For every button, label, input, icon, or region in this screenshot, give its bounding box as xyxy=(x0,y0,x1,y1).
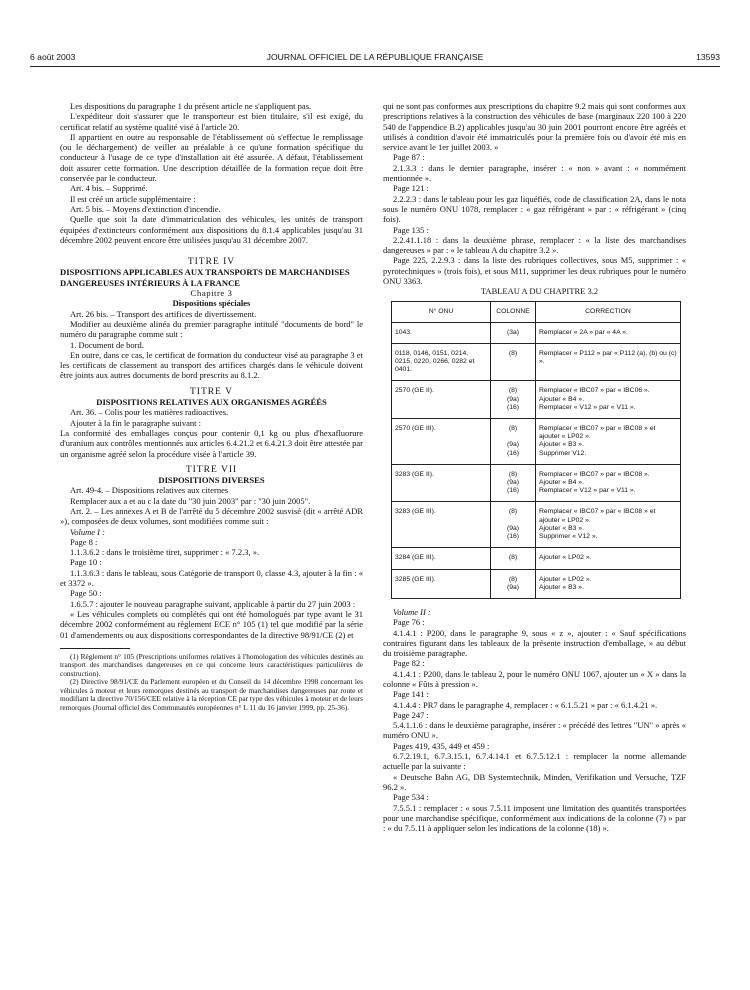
paragraph: Pages 419, 435, 449 et 459 : xyxy=(393,740,490,751)
footnote: (1) Règlement n° 105 (Prescriptions uniformes relatives à l'homologation des véhicules destinés au transport des marchandises dangereuses en ce qui concerne leurs caractéristiques particulières de construction). xyxy=(60,651,363,678)
paragraph: Les dispositions du paragraphe 1 du présent article ne s'appliquent pas. xyxy=(70,101,312,111)
paragraph: Remplacer aux a et au c la date du "30 juin 2003" par : "30 juin 2005". xyxy=(70,495,311,506)
paragraph: « Deutsche Bahn AG, DB Systemtechnik, Minden, Verifikation und Versuche, TZF 96.2 ». xyxy=(383,771,686,792)
paragraph: Page 8 : xyxy=(70,536,98,547)
paragraph: Page 135 : xyxy=(393,224,429,235)
paragraph: qui ne sont pas conformes aux prescriptions du chapitre 9.2 mais qui sont conformes aux prescriptions relatives à la construction des véhicules de base (marginaux 220 100 à 220 540 de l'appendice B.2) applicables jusqu'au 30 juin 2001 pourront encore être agréés et utilisés à condition d'avoir été immatriculés pour la première fois ou d'avoir été mis en service avant le 1er juillet 2003. » xyxy=(383,101,686,153)
paragraph: 7.5.5.1 : remplacer : « sous 7.5.11 imposent une limitation des quantités transportées pour une marchandise spécifique, conformément aux indications de la colonne (7) » par : « du 7.5.11 à appliquer selon les indications de la colonne (18) ». xyxy=(383,802,686,834)
paragraph: 2.1.3.3 : dans le dernier paragraphe, insérer : « non » avant : « nommément mentionnée ». xyxy=(383,162,686,184)
paragraph: Page 50 : xyxy=(70,588,102,599)
table-row xyxy=(392,548,681,569)
footnote: (2) Directive 98/91/CE du Parlement européen et du Conseil du 14 décembre 1998 concernant les véhicules à moteur et leurs remorques destinés au transport de marchandises dangereuses par route et modifiant la directive 70/156/CEE relative à la réception CE par type des véhicules à moteur et de leurs remorques (Journal officiel des Communautés européennes n° L 11 du 16 janvier 1999, pp. 25-36). xyxy=(60,677,363,712)
table-cell-col: (8) (9a) (16) xyxy=(491,381,536,419)
paragraph: 4.1.4.1 : P200, dans le tableau 2, pour le numéro ONU 1067, ajouter un « X » dans la colonne « Fûts à pression ». xyxy=(383,668,686,689)
paragraph: Ajouter à la fin le paragraphe suivant : xyxy=(70,417,201,428)
column-header: COLONNE xyxy=(491,301,536,322)
table-cell-onu: 3285 (GE III). xyxy=(392,569,491,598)
paragraph: 4.1.4.1 : P200, dans le paragraphe 9, sous « z », ajouter : « Sauf spécifications contraires figurant dans les tableaux de la présente instruction d'emballage, » au début du troisième paragraphe. xyxy=(383,627,686,659)
paragraph: Modifier au deuxième alinéa du premier paragraphe intitulé "documents de bord" le numéro du paragraphe comme suit : xyxy=(60,318,363,340)
table-cell-corr: Remplacer « IBC07 » par « IBC08 ». Ajouter « B4 ». Remplacer « V12 » par « V11 ». xyxy=(536,464,681,502)
table-row xyxy=(392,464,681,502)
table-cell-col: (3a) xyxy=(491,322,536,343)
corrections-table xyxy=(391,301,681,599)
table-row xyxy=(392,419,681,465)
table-cell-col: (8) (9a) (16) xyxy=(491,502,536,548)
section-title: TITRE VII xyxy=(185,464,238,475)
paragraph: Page 247 : xyxy=(393,709,429,720)
section-subtitle: DISPOSITIONS APPLICABLES AUX TRANSPORTS DE MARCHANDISES DANGEREUSES INTÉRIEURS À LA FRANCE xyxy=(60,267,350,288)
paragraph: Page 534 : xyxy=(393,792,429,803)
paragraph: 2.2.41.1.18 : dans la deuxième phrase, remplacer : « la liste des marchandises dangereuses » par : « le tableau A du chapitre 3.2 ». xyxy=(383,234,686,256)
paragraph: Page 141 : xyxy=(393,689,429,700)
table-title: TABLEAU A DU CHAPITRE 3.2 xyxy=(480,286,599,297)
paragraph: Page 87 : xyxy=(393,152,425,163)
column-header: N° ONU xyxy=(392,301,491,322)
table-cell-col: (8) (9a) (16) xyxy=(491,464,536,502)
table-cell-corr: Remplacer « IBC07 » par « IBC06 ». Ajouter « B4 ». Remplacer « V12 » par « V11 ». xyxy=(536,381,681,419)
paragraph: Art. 36. – Colis pour les matières radioactives. xyxy=(70,407,229,418)
table-cell-onu: 2570 (GE II). xyxy=(392,381,491,419)
table-row xyxy=(392,322,681,343)
table-cell-corr: Remplacer « IBC07 » par « IBC08 » et ajouter « LP02 ». Ajouter « B3 ». Supprimer « V12 ». xyxy=(536,502,681,548)
paragraph: Art. 26 bis. – Transport des artifices de divertissement. xyxy=(70,308,257,319)
section-title: TITRE V xyxy=(190,386,233,397)
paragraph: 5.4.1.1.6 : dans le deuxième paragraphe, insérer : « précédé des lettres "UN" » après « numéro ONU ». xyxy=(383,720,686,741)
section-subtitle: DISPOSITIONS RELATIVES AUX ORGANISMES AGRÉÉS xyxy=(96,397,327,408)
header-page-number: 13593 xyxy=(696,52,720,62)
paragraph: Art. 2. – Les annexes A et B de l'arrêté du 5 décembre 2002 susvisé (dit « arrêté ADR »), composées de deux volumes, sont modifiées comme suit : xyxy=(60,505,363,527)
table-cell-corr: Remplacer « 2A » par « 4A ». xyxy=(536,322,681,343)
paragraph: Il appartient en outre au responsable de l'établissement où s'effectue le remplissage (ou le déchargement) de veiller au préalable à ce qu'une formation spécifique du conducteur à l'usage de ce type d'installation ait été assurée. A défaut, l'établissement doit assurer cette formation. Une description détaillée de la formation reçue doit être conservée par le conducteur. xyxy=(60,131,363,184)
right-column xyxy=(383,101,686,833)
paragraph: Volume II : xyxy=(393,606,431,617)
paragraph: Page 10 : xyxy=(70,557,102,568)
paragraph: La conformité des emballages conçus pour contenir 0,1 kg ou plus d'hexafluorure d'uranium aux contrôles mentionnés aux articles 6.4.21.2 et 6.4.21.3 doit être attestée par un organisme agréé selon la procédure visée à l'article 39. xyxy=(60,427,363,459)
paragraph: Page 76 : xyxy=(393,617,425,628)
table-cell-col: (8) (9a) (16) xyxy=(491,419,536,465)
section-subtitle: DISPOSITIONS DIVERSES xyxy=(158,475,265,486)
paragraph: 1.1.3.6.3 : dans le tableau, sous Catégorie de transport 0, classe 4.3, ajouter à la fin : « et 3372 ». xyxy=(60,567,363,589)
paragraph: 2.2.2.3 : dans le tableau pour les gaz liquéfiés, code de classification 2A, dans le nota sous le numéro ONU 1078, remplacer : « gaz réfrigérant » par : « réfrigérant » (cinq fois). xyxy=(383,193,686,225)
chapter-title: Chapitre 3 xyxy=(190,288,233,299)
section-title: TITRE IV xyxy=(187,257,236,268)
page-header xyxy=(30,52,720,66)
table-row xyxy=(392,569,681,598)
table-cell-col: (8) xyxy=(491,548,536,569)
paragraph: L'expéditeur doit s'assurer que le transporteur est bien titulaire, s'il est exigé, du certificat relatif au système qualité visé à l'article 20. xyxy=(60,111,363,132)
paragraph: Art. 5 bis. – Moyens d'extinction d'incendie. xyxy=(70,203,221,214)
paragraph: Art. 49-4. – Dispositions relatives aux citernes xyxy=(70,485,229,496)
table-cell-corr: Remplacer « P112 » par « P112 (a), (b) ou (c) ». xyxy=(536,343,681,381)
paragraph: Quelle que soit la date d'immatriculation des véhicules, les unités de transport équipées d'extincteurs conformément aux dispositions du 8.1.4 applicables jusqu'au 31 décembre 2002 peuvent encore être utilisées jusqu'au 31 décembre 2007. xyxy=(60,214,363,245)
header-rule xyxy=(30,66,720,67)
table-cell-onu: 3283 (GE III). xyxy=(392,502,491,548)
footnote-rule xyxy=(60,648,130,649)
paragraph: Art. 4 bis. – Supprimé. xyxy=(70,183,148,194)
table-cell-corr: Ajouter « LP02 ». xyxy=(536,548,681,569)
table-cell-onu: 2570 (GE III). xyxy=(392,419,491,465)
table-cell-corr: Remplacer « IBC07 » par « IBC08 » et ajouter « LP02 ». Ajouter « B3 ». Supprimer V12. xyxy=(536,419,681,465)
left-column xyxy=(60,101,363,712)
paragraph: Page 82 : xyxy=(393,658,425,669)
table-cell-onu: 0118, 0146, 0151, 0214, 0215, 0220, 0266, 0282 et 0401. xyxy=(392,343,491,381)
column-header: CORRECTION xyxy=(536,301,681,322)
paragraph: « Les véhicules complets ou complétés qui ont été homologués par type avant le 31 décembre 2002 conformément au règlement ECE n° 105 (1) tel que modifié par la série 01 d'amendements ou aux dispositions correspondantes de la directive 98/91/CE (2) et xyxy=(60,608,363,640)
paragraph: En outre, dans ce cas, le certificat de formation du conducteur visé au paragraphe 3 et les certificats de classement au transport des artifices chargés dans le véhicule doivent être joints aux autres documents de bord prescrits au 8.1.2. xyxy=(60,349,363,381)
table-cell-col: (8) xyxy=(491,343,536,381)
heading: Dispositions spéciales xyxy=(172,298,251,309)
paragraph: Volume I : xyxy=(70,526,105,537)
paragraph: 1. Document de bord. xyxy=(70,339,144,350)
paragraph: 1.1.3.6.2 : dans le troisième tiret, supprimer : « 7.2.3, ». xyxy=(70,547,260,558)
paragraph: 1.6.5.7 : ajouter le nouveau paragraphe suivant, applicable à partir du 27 juin 2003 : xyxy=(70,598,356,609)
table-row xyxy=(392,381,681,419)
paragraph: 4.1.4.4 : PR7 dans le paragraphe 4, remplacer : « 6.1.5.21 » par : « 6.1.4.21 ». xyxy=(393,699,658,710)
paragraph: Page 121 : xyxy=(393,183,429,194)
paragraph: Page 225, 2.2.9.3 : dans la liste des rubriques collectives, sous M5, supprimer : « pyrotechniques » (trois fois), et sous M11, supprimer les deux rubriques pour le numéro ONU 3363. xyxy=(383,255,686,287)
header-date: 6 août 2003 xyxy=(30,52,76,62)
table-cell-corr: Ajouter « LP02 ». Ajouter « B3 ». xyxy=(536,569,681,598)
table-row xyxy=(392,343,681,381)
table-cell-onu: 1043. xyxy=(392,322,491,343)
table-cell-onu: 3283 (GE II). xyxy=(392,464,491,502)
paragraph: 6.7.2.19.1, 6.7.3.15.1, 6.7.4.14.1 et 6.7.5.12.1 : remplacer la norme allemande actuelle par la suivante : xyxy=(383,751,686,772)
table-cell-onu: 3284 (GE III). xyxy=(392,548,491,569)
table-row xyxy=(392,502,681,548)
paragraph: Il est créé un article supplémentaire : xyxy=(70,193,196,204)
table-cell-col: (8) (9a) xyxy=(491,569,536,598)
header-journal-title: JOURNAL OFFICIEL DE LA RÉPUBLIQUE FRANÇAISE xyxy=(266,52,484,62)
